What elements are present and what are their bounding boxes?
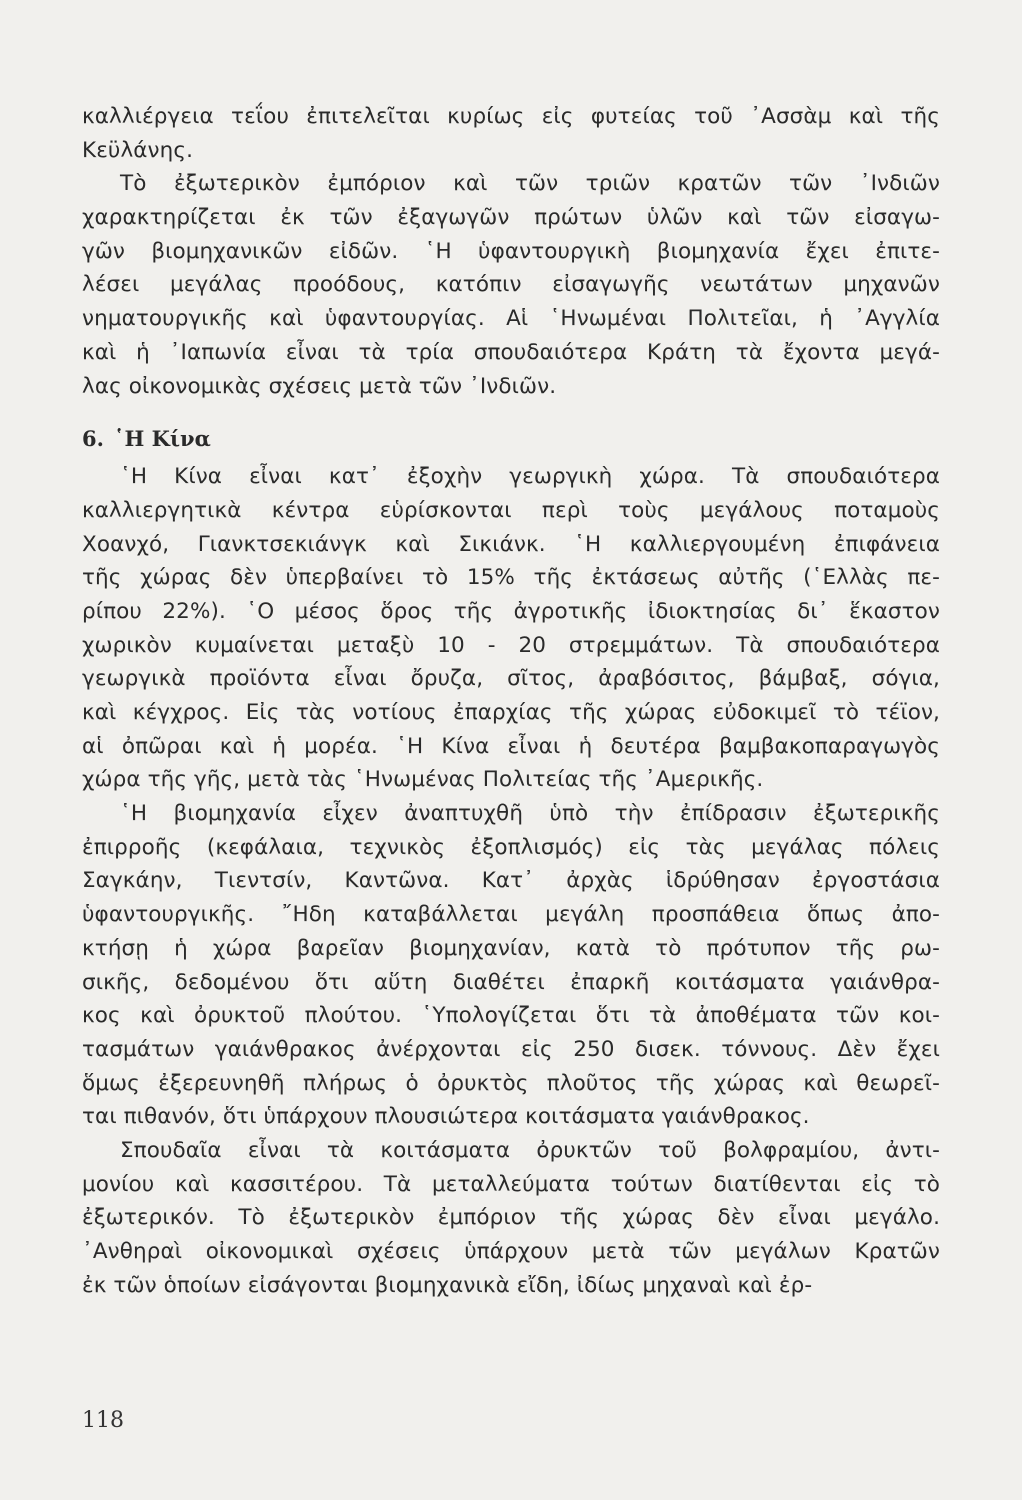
text-line: τασμάτων γαιάνθρακος ἀνέρχονται εἰς 250 δισεκ. τόννους. Δὲν ἔχει bbox=[82, 1036, 940, 1062]
text-line: γεωργικὰ προϊόντα εἶναι ὄρυζα, σῖτος, ἀραβόσιτος, βάμβαξ, σόγια, bbox=[82, 666, 940, 692]
text-line: καλλιεργητικὰ κέντρα εὑρίσκονται περὶ τοὺς μεγάλους ποταμοὺς bbox=[82, 497, 940, 523]
text-line: λέσει μεγάλας προόδους, κατόπιν εἰσαγωγῆς νεωτάτων μηχανῶν bbox=[82, 272, 940, 298]
text-line: τῆς χώρας δὲν ὑπερβαίνει τὸ 15% τῆς ἐκτάσεως αὐτῆς (῾Ελλὰς πε- bbox=[82, 565, 940, 591]
text-line: ἐξωτερικόν. Τὸ ἐξωτερικὸν ἐμπόριον τῆς χώρας δὲν εἶναι μεγάλο. bbox=[82, 1205, 940, 1231]
body-paragraph bbox=[82, 100, 940, 167]
text-line: Σαγκάην, Τιεντσίν, Καντῶνα. Κατ᾿ ἀρχὰς ἱδρύθησαν ἐργοστάσια bbox=[82, 868, 940, 894]
text-line: μονίου καὶ κασσιτέρου. Τὰ μεταλλεύματα τούτων διατίθενται εἰς τὸ bbox=[82, 1171, 940, 1197]
text-line: χώρα τῆς γῆς, μετὰ τὰς ῾Ηνωμένας Πολιτείας τῆς ᾿Αμερικῆς. bbox=[82, 767, 764, 793]
text-line: γῶν βιομηχανικῶν εἰδῶν. ῾Η ὑφαντουργικὴ βιομηχανία ἔχει ἐπιτε- bbox=[82, 238, 940, 264]
text-line: Κεϋλάνης. bbox=[82, 137, 194, 163]
text-line: ὑφαντουργικῆς. ῎Ηδη καταβάλλεται μεγάλη προσπάθεια ὅπως ἀπο- bbox=[82, 902, 940, 928]
section-paragraph bbox=[82, 1134, 940, 1302]
text-line: ἐκ τῶν ὁποίων εἰσάγονται βιομηχανικὰ εἴδη, ἰδίως μηχαναὶ καὶ ἐρ- bbox=[82, 1272, 813, 1298]
page-number: 118 bbox=[82, 1408, 124, 1433]
text-line: λας οἰκονομικὰς σχέσεις μετὰ τῶν ᾿Ινδιῶν. bbox=[82, 373, 557, 399]
text-line: ὅμως ἐξερευνηθῆ πλήρως ὁ ὀρυκτὸς πλοῦτος τῆς χώρας καὶ θεωρεῖ- bbox=[82, 1070, 940, 1096]
text-line: ρίπου 22%). ῾Ο μέσος ὅρος τῆς ἀγροτικῆς ἰδιοκτησίας δι᾿ ἕκαστον bbox=[82, 598, 940, 624]
text-line: ᾿Ανθηραὶ οἰκονομικαὶ σχέσεις ὑπάρχουν μετὰ τῶν μεγάλων Κρατῶν bbox=[82, 1239, 940, 1264]
text-line: σικῆς, δεδομένου ὅτι αὕτη διαθέτει ἐπαρκῆ κοιτάσματα γαιάνθρα- bbox=[82, 969, 940, 995]
text-line: Τὸ ἐξωτερικὸν ἐμπόριον καὶ τῶν τριῶν κρατῶν τῶν ᾿Ινδιῶν bbox=[120, 171, 940, 197]
text-line: καὶ ἡ ᾿Ιαπωνία εἶναι τὰ τρία σπουδαιότερα Κράτη τὰ ἔχοντα μεγά- bbox=[82, 339, 940, 365]
text-line: χαρακτηρίζεται ἐκ τῶν ἐξαγωγῶν πρώτων ὑλῶν καὶ τῶν εἰσαγω- bbox=[82, 205, 940, 231]
section-heading bbox=[82, 422, 940, 456]
text-line: αἱ ὀπῶραι καὶ ἡ μορέα. ῾Η Κίνα εἶναι ἡ δευτέρα βαμβακοπαραγωγὸς bbox=[82, 733, 940, 759]
text-line: ἐπιρροῆς (κεφάλαια, τεχνικὸς ἐξοπλισμός) εἰς τὰς μεγάλας πόλεις bbox=[82, 834, 940, 860]
text-line: ῾Η βιομηχανία εἶχεν ἀναπτυχθῆ ὑπὸ τὴν ἐπίδρασιν ἐξωτερικῆς bbox=[120, 801, 940, 827]
text-line: Χοανχό, Γιανκτσεκιάνγκ καὶ Σικιάνκ. ῾Η καλλιεργουμένη ἐπιφάνεια bbox=[82, 531, 940, 557]
text-line: καλλιέργεια τεΐου ἐπιτελεῖται κυρίως εἰς φυτείας τοῦ ᾿Ασσὰμ καὶ τῆς bbox=[82, 104, 940, 129]
section-title: ῾Η Κίνα bbox=[113, 426, 211, 452]
body-paragraph bbox=[82, 167, 940, 403]
section-paragraph bbox=[82, 797, 940, 1134]
text-line: ῾Η Κίνα εἶναι κατ᾿ ἐξοχὴν γεωργικὴ χώρα. Τὰ σπουδαιότερα bbox=[120, 464, 940, 490]
text-line: χωρικὸν κυμαίνεται μεταξὺ 10 - 20 στρεμμάτων. Τὰ σπουδαιότερα bbox=[82, 632, 940, 658]
text-line: κος καὶ ὀρυκτοῦ πλούτου. ῾Υπολογίζεται ὅτι τὰ ἀποθέματα τῶν κοι- bbox=[82, 1003, 940, 1029]
section-paragraph bbox=[82, 460, 940, 797]
page-text bbox=[82, 100, 940, 1302]
text-line: νηματουργικῆς καὶ ὑφαντουργίας. Αἱ ῾Ηνωμέναι Πολιτεῖαι, ἡ ᾿Αγγλία bbox=[82, 306, 940, 332]
text-line: κτήσῃ ἡ χώρα βαρεῖαν βιομηχανίαν, κατὰ τὸ πρότυπον τῆς ρω- bbox=[82, 935, 940, 961]
text-line: καὶ κέγχρος. Εἰς τὰς νοτίους ἐπαρχίας τῆς χώρας εὐδοκιμεῖ τὸ τέϊον, bbox=[82, 700, 940, 725]
text-line: Σπουδαῖα εἶναι τὰ κοιτάσματα ὀρυκτῶν τοῦ βολφραμίου, ἀντι- bbox=[120, 1137, 940, 1163]
section-number: 6. bbox=[82, 426, 104, 452]
text-line: ται πιθανόν, ὅτι ὑπάρχουν πλουσιώτερα κοιτάσματα γαιάνθρακος. bbox=[82, 1104, 810, 1130]
